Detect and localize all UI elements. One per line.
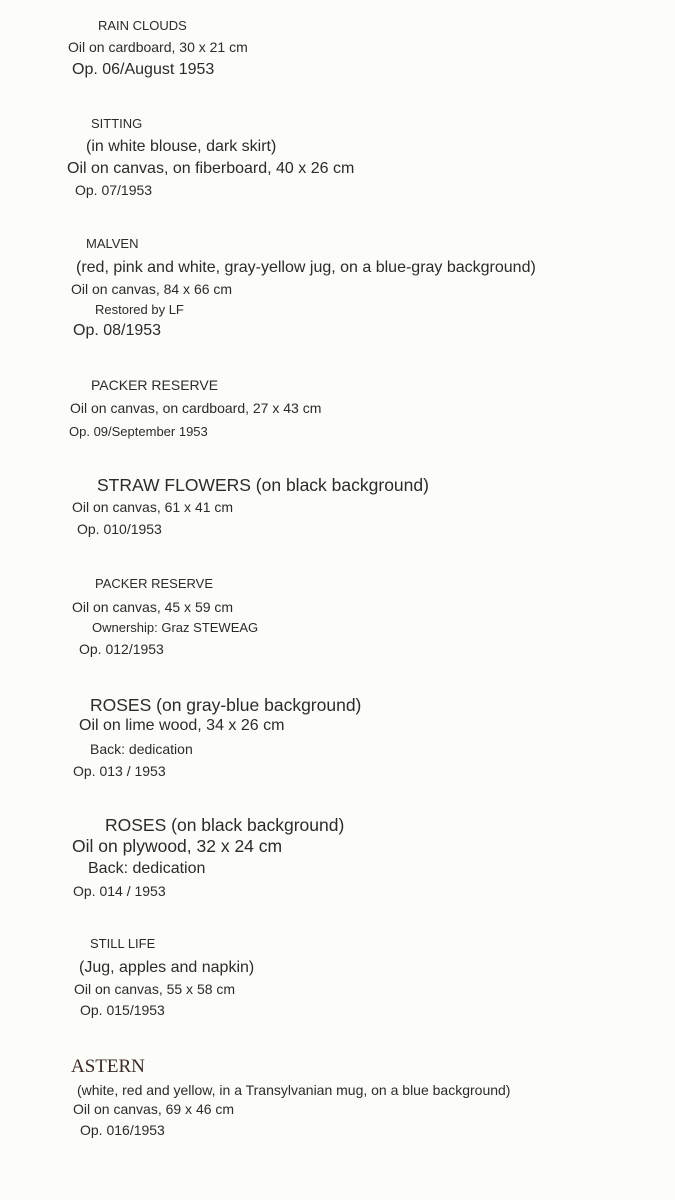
artwork-opus: Op. 013 / 1953: [73, 763, 166, 779]
artwork-medium: Oil on cardboard, 30 x 21 cm: [68, 39, 248, 55]
artwork-medium: Oil on lime wood, 34 x 26 cm: [79, 717, 285, 734]
artwork-title: STILL LIFE: [90, 936, 156, 951]
artwork-medium: Oil on canvas, 45 x 59 cm: [72, 599, 234, 615]
artwork-medium: Oil on canvas, 55 x 58 cm: [74, 981, 236, 997]
artwork-subtitle: (in white blouse, dark skirt): [86, 138, 277, 155]
artwork-opus: Op. 06/August 1953: [72, 61, 215, 78]
artwork-title: RAIN CLOUDS: [98, 18, 187, 33]
artwork-note: Back: dedication: [88, 860, 206, 877]
artwork-subtitle: (white, red and yellow, in a Transylvanian mug, on a blue background): [77, 1082, 511, 1098]
artwork-title: PACKER RESERVE: [95, 576, 214, 591]
artwork-medium: Oil on canvas, 69 x 46 cm: [73, 1101, 235, 1117]
artwork-medium: Oil on canvas, on fiberboard, 40 x 26 cm: [67, 160, 355, 177]
artwork-opus: Op. 015/1953: [80, 1002, 165, 1018]
artwork-note: Restored by LF: [95, 302, 184, 317]
artwork-medium: Oil on canvas, 84 x 66 cm: [71, 281, 233, 297]
artwork-title: ROSES (on gray-blue background): [90, 695, 362, 715]
artwork-title: ASTERN: [71, 1056, 145, 1077]
artwork-title: STRAW FLOWERS (on black background): [97, 475, 429, 495]
artwork-subtitle: (red, pink and white, gray-yellow jug, on a blue-gray background): [76, 259, 536, 276]
artwork-title: MALVEN: [86, 236, 139, 251]
artwork-opus: Op. 012/1953: [79, 641, 164, 657]
artwork-title: SITTING: [91, 116, 143, 131]
artwork-opus: Op. 08/1953: [73, 322, 162, 339]
artwork-note: Back: dedication: [90, 741, 193, 757]
artwork-opus: Op. 09/September 1953: [69, 424, 208, 439]
artwork-subtitle: (Jug, apples and napkin): [79, 959, 255, 976]
artwork-opus: Op. 014 / 1953: [73, 883, 166, 899]
artwork-opus: Op. 07/1953: [75, 182, 153, 198]
artwork-opus: Op. 016/1953: [80, 1122, 165, 1138]
artwork-medium: Oil on canvas, 61 x 41 cm: [72, 499, 234, 515]
artwork-medium: Oil on canvas, on cardboard, 27 x 43 cm: [70, 400, 322, 416]
artwork-note: Ownership: Graz STEWEAG: [92, 620, 259, 635]
artwork-title: ROSES (on black background): [105, 815, 345, 835]
artwork-title: PACKER RESERVE: [91, 377, 219, 393]
artwork-medium: Oil on plywood, 32 x 24 cm: [72, 836, 283, 856]
artwork-opus: Op. 010/1953: [77, 521, 162, 537]
